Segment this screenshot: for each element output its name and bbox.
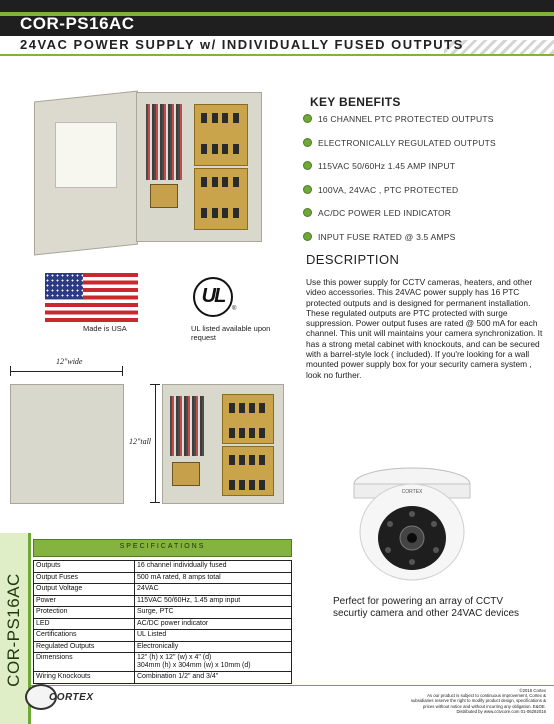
fuse-icon: [233, 113, 239, 123]
list-item: INPUT FUSE RATED @ 3.5 AMPS: [304, 230, 544, 254]
key-benefits-list: [304, 112, 544, 253]
fuse-icon: [201, 144, 207, 154]
ir-led: [433, 547, 439, 553]
fuse-icon: [249, 455, 255, 465]
fuse-icon: [249, 403, 255, 413]
fuse-icon: [222, 144, 228, 154]
spec-value: 24VAC: [135, 584, 292, 596]
fuse-icon: [259, 428, 265, 438]
legal-line: subsidiaries reserve the right to modify product design, specifications &: [410, 698, 546, 704]
spec-key: Outputs: [34, 561, 135, 573]
spec-value: 12" (h) x 12" (w) x 4" (d) 304mm (h) x 304mm (w) x 10mm (d): [135, 653, 292, 672]
fuse-board-bottom: [194, 168, 248, 230]
usa-flag-icon: [45, 273, 138, 322]
camera-brand-logo: CORTEX: [401, 489, 423, 495]
fuse-icon: [212, 144, 218, 154]
list-item: 16 CHANNEL PTC PROTECTED OUTPUTS: [304, 112, 544, 136]
flag-canton: [45, 273, 83, 299]
specifications-table: [33, 560, 292, 684]
ul-logo-text: UL: [201, 285, 225, 307]
wire-bundle: [170, 396, 204, 456]
table-row: [34, 572, 292, 584]
fuse-icon: [249, 428, 255, 438]
height-label: 12"tall: [129, 437, 152, 446]
footer-legal: [360, 688, 546, 714]
fuse-icon: [229, 455, 235, 465]
table-row: [34, 607, 292, 619]
transformer: [172, 462, 200, 486]
spec-value: AC/DC power indicator: [135, 618, 292, 630]
table-row: [34, 595, 292, 607]
product-subtitle: 24VAC POWER SUPPLY w/ INDIVIDUALLY FUSED OUTPUTS: [20, 37, 464, 52]
height-dimension-line: [155, 384, 156, 502]
fuse-icon: [201, 208, 207, 218]
table-row: [34, 630, 292, 642]
dome-camera-photo: [348, 462, 476, 586]
model-title: COR-PS16AC: [20, 14, 135, 33]
spec-key: Wiring Knockouts: [34, 672, 135, 684]
spec-key: Power: [34, 595, 135, 607]
registered-mark-icon: ®: [232, 306, 237, 312]
bullet-icon: [304, 139, 311, 146]
fuse-icon: [212, 113, 218, 123]
fuse-icon: [201, 113, 207, 123]
bullet-icon: [304, 209, 311, 216]
fuse-icon: [229, 403, 235, 413]
camera-lens-center: [407, 533, 417, 543]
key-benefits-title: KEY BENEFITS: [310, 95, 401, 109]
footer-line: [31, 685, 554, 686]
description-text: Use this power supply for CCTV cameras, heaters, and other video accessories. This 24VAC power supply has 16 PTC protected outputs and is designed for permanent installation. These regulated outputs are PTC protected with surge suppression. Power output fuses are rated @ 500 mA for each channel. This unit will maintains your camera synchronization. It has a strong metal cabinet with knockouts, and can be secured with a barrel-style lock ( included). If you're looking for a wall mounted power supply box for your security camera system , look no further.: [306, 277, 543, 380]
table-row: [34, 618, 292, 630]
fuse-icon: [239, 428, 245, 438]
fuse-icon: [239, 455, 245, 465]
transformer: [150, 184, 178, 208]
specifications-title: SPECIFICATIONS: [119, 543, 206, 550]
dimension-tick: [10, 366, 11, 376]
spec-key: Regulated Outputs: [34, 641, 135, 653]
ir-led: [409, 511, 415, 517]
dimension-tick: [122, 366, 123, 376]
door-label-sheet: [55, 122, 117, 188]
fuse-icon: [233, 144, 239, 154]
list-item: AC/DC POWER LED INDICATOR: [304, 206, 544, 230]
fuse-icon: [229, 480, 235, 490]
copyright-text: ©2016 Cortex: [519, 688, 546, 693]
description-title: DESCRIPTION: [306, 252, 400, 267]
fuse-icon: [259, 480, 265, 490]
table-row: [34, 561, 292, 573]
spec-key: Output Voltage: [34, 584, 135, 596]
bullet-icon: [304, 115, 311, 122]
fuse-icon: [239, 480, 245, 490]
legal-line: As our product is subject to continuous improvement, Cortex &: [427, 693, 546, 699]
wire-bundle: [146, 104, 182, 180]
camera-caption: Perfect for powering an array of CCTV securtiy camera and other 24VAC devices: [333, 596, 520, 619]
dimension-tick: [150, 384, 160, 385]
ul-caption: UL listed available upon request: [191, 324, 271, 342]
fuse-icon: [212, 177, 218, 187]
spec-value: 500 mA rated, 8 amps total: [135, 572, 292, 584]
distributor-line: Distributed by www.cctvcore.com 01-06292016: [456, 708, 546, 714]
fuse-icon: [239, 403, 245, 413]
fuse-icon: [212, 208, 218, 218]
list-item: ELECTRONICALLY REGULATED OUTPUTS: [304, 136, 544, 160]
table-row: [34, 653, 292, 672]
ir-led: [409, 559, 415, 565]
table-row: [34, 584, 292, 596]
fuse-icon: [233, 208, 239, 218]
fuse-icon: [222, 208, 228, 218]
ir-led: [385, 547, 391, 553]
spec-value: 16 channel individually fused: [135, 561, 292, 573]
spec-value: Combination 1/2" and 3/4": [135, 672, 292, 684]
fuse-icon: [201, 177, 207, 187]
fuse-icon: [249, 480, 255, 490]
specifications-header: [33, 539, 292, 557]
closed-cabinet: [10, 384, 124, 504]
ir-led: [431, 521, 437, 527]
dimension-tick: [150, 502, 160, 503]
fuse-board-top: [222, 394, 274, 444]
cortex-logo-text: CORTEX: [49, 692, 94, 703]
fuse-icon: [229, 428, 235, 438]
list-item: 115VAC 50/60Hz 1.45 AMP INPUT: [304, 159, 544, 183]
bullet-icon: [304, 233, 311, 240]
fuse-icon: [222, 177, 228, 187]
usa-caption: Made is USA: [83, 324, 127, 333]
fuse-icon: [233, 177, 239, 187]
spec-value: UL Listed: [135, 630, 292, 642]
fuse-board-top: [194, 104, 248, 166]
spec-value: 115VAC 50/60Hz, 1.45 amp input: [135, 595, 292, 607]
bullet-icon: [304, 162, 311, 169]
spec-key: Certifications: [34, 630, 135, 642]
fuse-icon: [259, 403, 265, 413]
table-row: [34, 672, 292, 684]
side-model-label: COR-PS16AC: [4, 573, 23, 687]
width-label: 12"wide: [56, 357, 83, 366]
fuse-board-bottom: [222, 446, 274, 496]
ir-led: [387, 521, 393, 527]
bullet-icon: [304, 186, 311, 193]
legal-line: prices without notice and without incurring any obligation. E&OE.: [422, 703, 546, 709]
subtitle-accent-line: [0, 54, 554, 56]
fuse-icon: [222, 113, 228, 123]
spec-key: Protection: [34, 607, 135, 619]
spec-key: LED: [34, 618, 135, 630]
width-dimension-line: [10, 371, 123, 372]
spec-value: Electronically: [135, 641, 292, 653]
table-row: [34, 641, 292, 653]
list-item: 100VA, 24VAC , PTC PROTECTED: [304, 183, 544, 207]
fuse-icon: [259, 455, 265, 465]
spec-key: Output Fuses: [34, 572, 135, 584]
spec-value: Surge, PTC: [135, 607, 292, 619]
ul-logo-icon: [193, 277, 233, 317]
spec-key: Dimensions: [34, 653, 135, 672]
